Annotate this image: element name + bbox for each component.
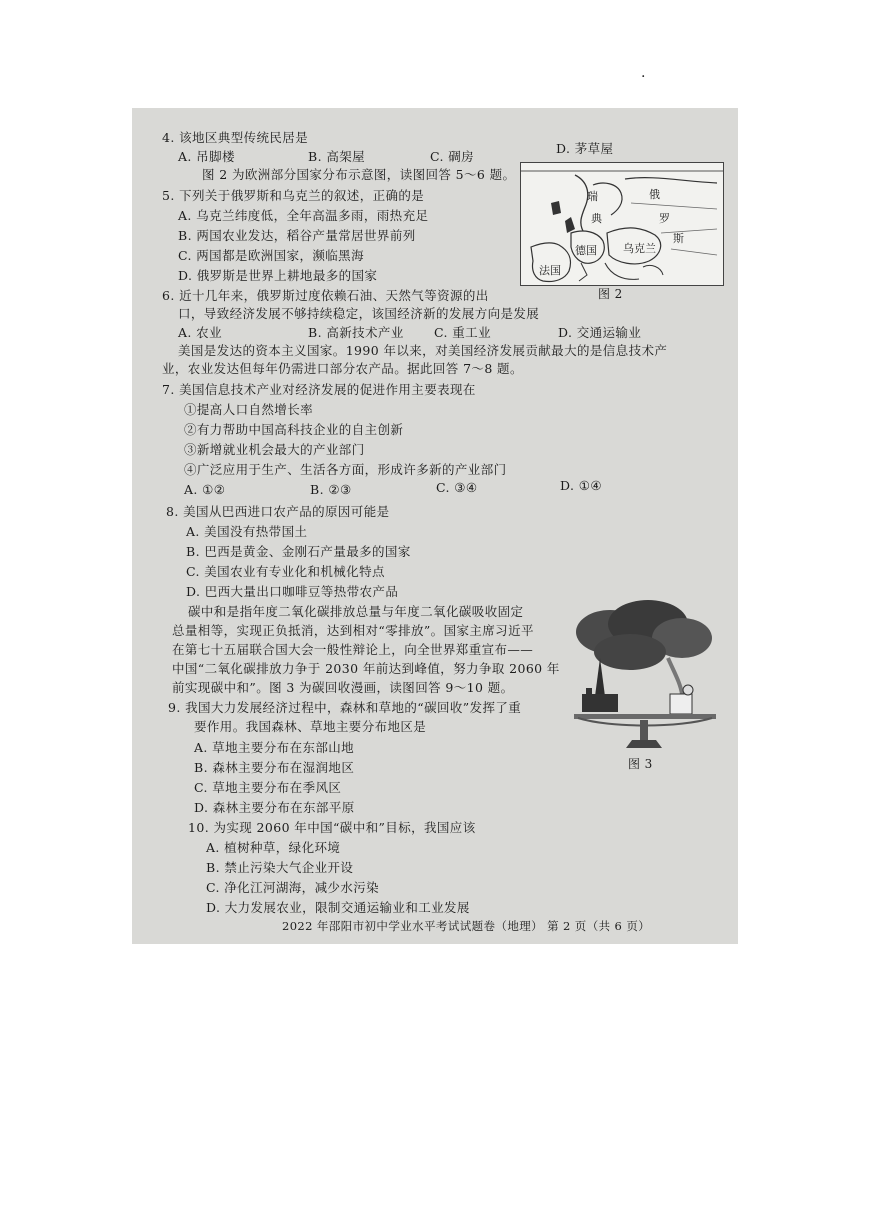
page-footer: 2022 年邵阳市初中学业水平考试试题卷（地理） 第 2 页（共 6 页）	[282, 919, 651, 933]
q9-option-c: C. 草地主要分布在季风区	[194, 780, 342, 795]
q4-option-c: C. 碉房	[430, 149, 475, 164]
usa-intro-line2: 业，农业发达但每年仍需进口部分农产品。据此回答 7～8 题。	[162, 361, 523, 376]
q5-stem: 5. 下列关于俄罗斯和乌克兰的叙述，正确的是	[162, 188, 425, 203]
q5-option-b: B. 两国农业发达，稻谷产量常居世界前列	[178, 228, 416, 243]
q4-option-b: B. 高架屋	[308, 149, 366, 164]
q5-option-c: C. 两国都是欧洲国家，濒临黑海	[178, 248, 364, 263]
q7-item-4: ④广泛应用于生产、生活各方面，形成许多新的产业部门	[184, 462, 507, 477]
q7-item-2: ②有力帮助中国高科技企业的自主创新	[184, 422, 404, 437]
figure2-europe-map	[520, 162, 724, 286]
q9-stem-line1: 9. 我国大力发展经济过程中，森林和草地的“碳回收”发挥了重	[168, 700, 522, 715]
map-label-russia-2: 罗	[659, 212, 670, 225]
q5-option-a: A. 乌克兰纬度低，全年高温多雨，雨热充足	[178, 208, 429, 223]
q10-option-d: D. 大力发展农业，限制交通运输业和工业发展	[206, 900, 470, 915]
q7-item-3: ③新增就业机会最大的产业部门	[184, 442, 365, 457]
q8-option-a: A. 美国没有热带国土	[186, 524, 308, 539]
q7-item-1: ①提高人口自然增长率	[184, 402, 314, 417]
map-label-sweden-2: 典	[591, 212, 602, 225]
q10-option-b: B. 禁止污染大气企业开设	[206, 860, 354, 875]
q7-stem: 7. 美国信息技术产业对经济发展的促进作用主要表现在	[162, 382, 476, 397]
map-label-russia-3: 斯	[673, 232, 684, 245]
q8-option-d: D. 巴西大量出口咖啡豆等热带农产品	[186, 584, 399, 599]
q8-option-b: B. 巴西是黄金、金刚石产量最多的国家	[186, 544, 411, 559]
carbon-balance-cartoon	[570, 598, 720, 760]
carbon-intro-line5: 前实现碳中和”。图 3 为碳回收漫画，读图回答 9～10 题。	[172, 680, 514, 695]
q6-option-a: A. 农业	[178, 325, 222, 340]
q8-option-c: C. 美国农业有专业化和机械化特点	[186, 564, 385, 579]
carbon-intro-line2: 总量相等，实现正负抵消，达到相对“零排放”。国家主席习近平	[172, 623, 534, 638]
carbon-intro-line4: 中国“二氧化碳排放力争于 2030 年前达到峰值，努力争取 2060 年	[172, 661, 560, 676]
map-label-russia-1: 俄	[649, 188, 660, 201]
q6-option-d: D. 交通运输业	[558, 325, 642, 340]
q10-stem: 10. 为实现 2060 年中国“碳中和”目标，我国应该	[188, 820, 476, 835]
q8-stem: 8. 美国从巴西进口农产品的原因可能是	[166, 504, 390, 519]
q10-option-a: A. 植树种草，绿化环境	[206, 840, 341, 855]
q10-option-c: C. 净化江河湖海，减少水污染	[206, 880, 380, 895]
q4-option-d: D. 茅草屋	[556, 141, 614, 156]
q9-option-b: B. 森林主要分布在湿润地区	[194, 760, 355, 775]
q6-stem-line2: 口，导致经济发展不够持续稳定，该国经济新的发展方向是发展	[178, 306, 540, 321]
usa-intro-line1: 美国是发达的资本主义国家。1990 年以来，对美国经济发展贡献最大的是信息技术产	[178, 343, 668, 358]
q6-option-b: B. 高新技术产业	[308, 325, 404, 340]
q4-option-a: A. 吊脚楼	[178, 149, 235, 164]
q7-option-a: A. ①②	[184, 482, 226, 497]
q7-option-b: B. ②③	[310, 482, 352, 497]
q9-option-d: D. 森林主要分布在东部平原	[194, 800, 355, 815]
map-label-germany: 德国	[575, 244, 597, 257]
q6-option-c: C. 重工业	[434, 325, 491, 340]
carbon-intro-line1: 碳中和是指年度二氧化碳排放总量与年度二氧化碳吸收固定	[188, 604, 524, 619]
exam-page-photo	[132, 108, 738, 944]
map-label-ukraine: 乌克兰	[623, 242, 656, 255]
q9-stem-line2: 要作用。我国森林、草地主要分布地区是	[194, 719, 427, 734]
carbon-intro-line3: 在第七十五届联合国大会一般性辩论上，向全世界郑重宣布——	[172, 642, 534, 657]
figure3-caption: 图 3	[628, 757, 653, 771]
map-label-sweden: 瑞	[587, 190, 598, 203]
q7-option-c: C. ③④	[436, 480, 478, 495]
q5-option-d: D. 俄罗斯是世界上耕地最多的国家	[178, 268, 378, 283]
figure2-caption: 图 2	[598, 287, 623, 301]
page-dot: .	[641, 65, 646, 81]
figure2-intro: 图 2 为欧洲部分国家分布示意图，读图回答 5～6 题。	[202, 167, 516, 182]
q7-option-d: D. ①④	[560, 478, 602, 493]
q6-stem-line1: 6. 近十几年来，俄罗斯过度依赖石油、天然气等资源的出	[162, 288, 489, 303]
q4-stem: 4. 该地区典型传统民居是	[162, 130, 309, 145]
figure3-carbon-cartoon	[570, 598, 720, 760]
q9-option-a: A. 草地主要分布在东部山地	[194, 740, 355, 755]
map-label-france: 法国	[539, 264, 561, 277]
